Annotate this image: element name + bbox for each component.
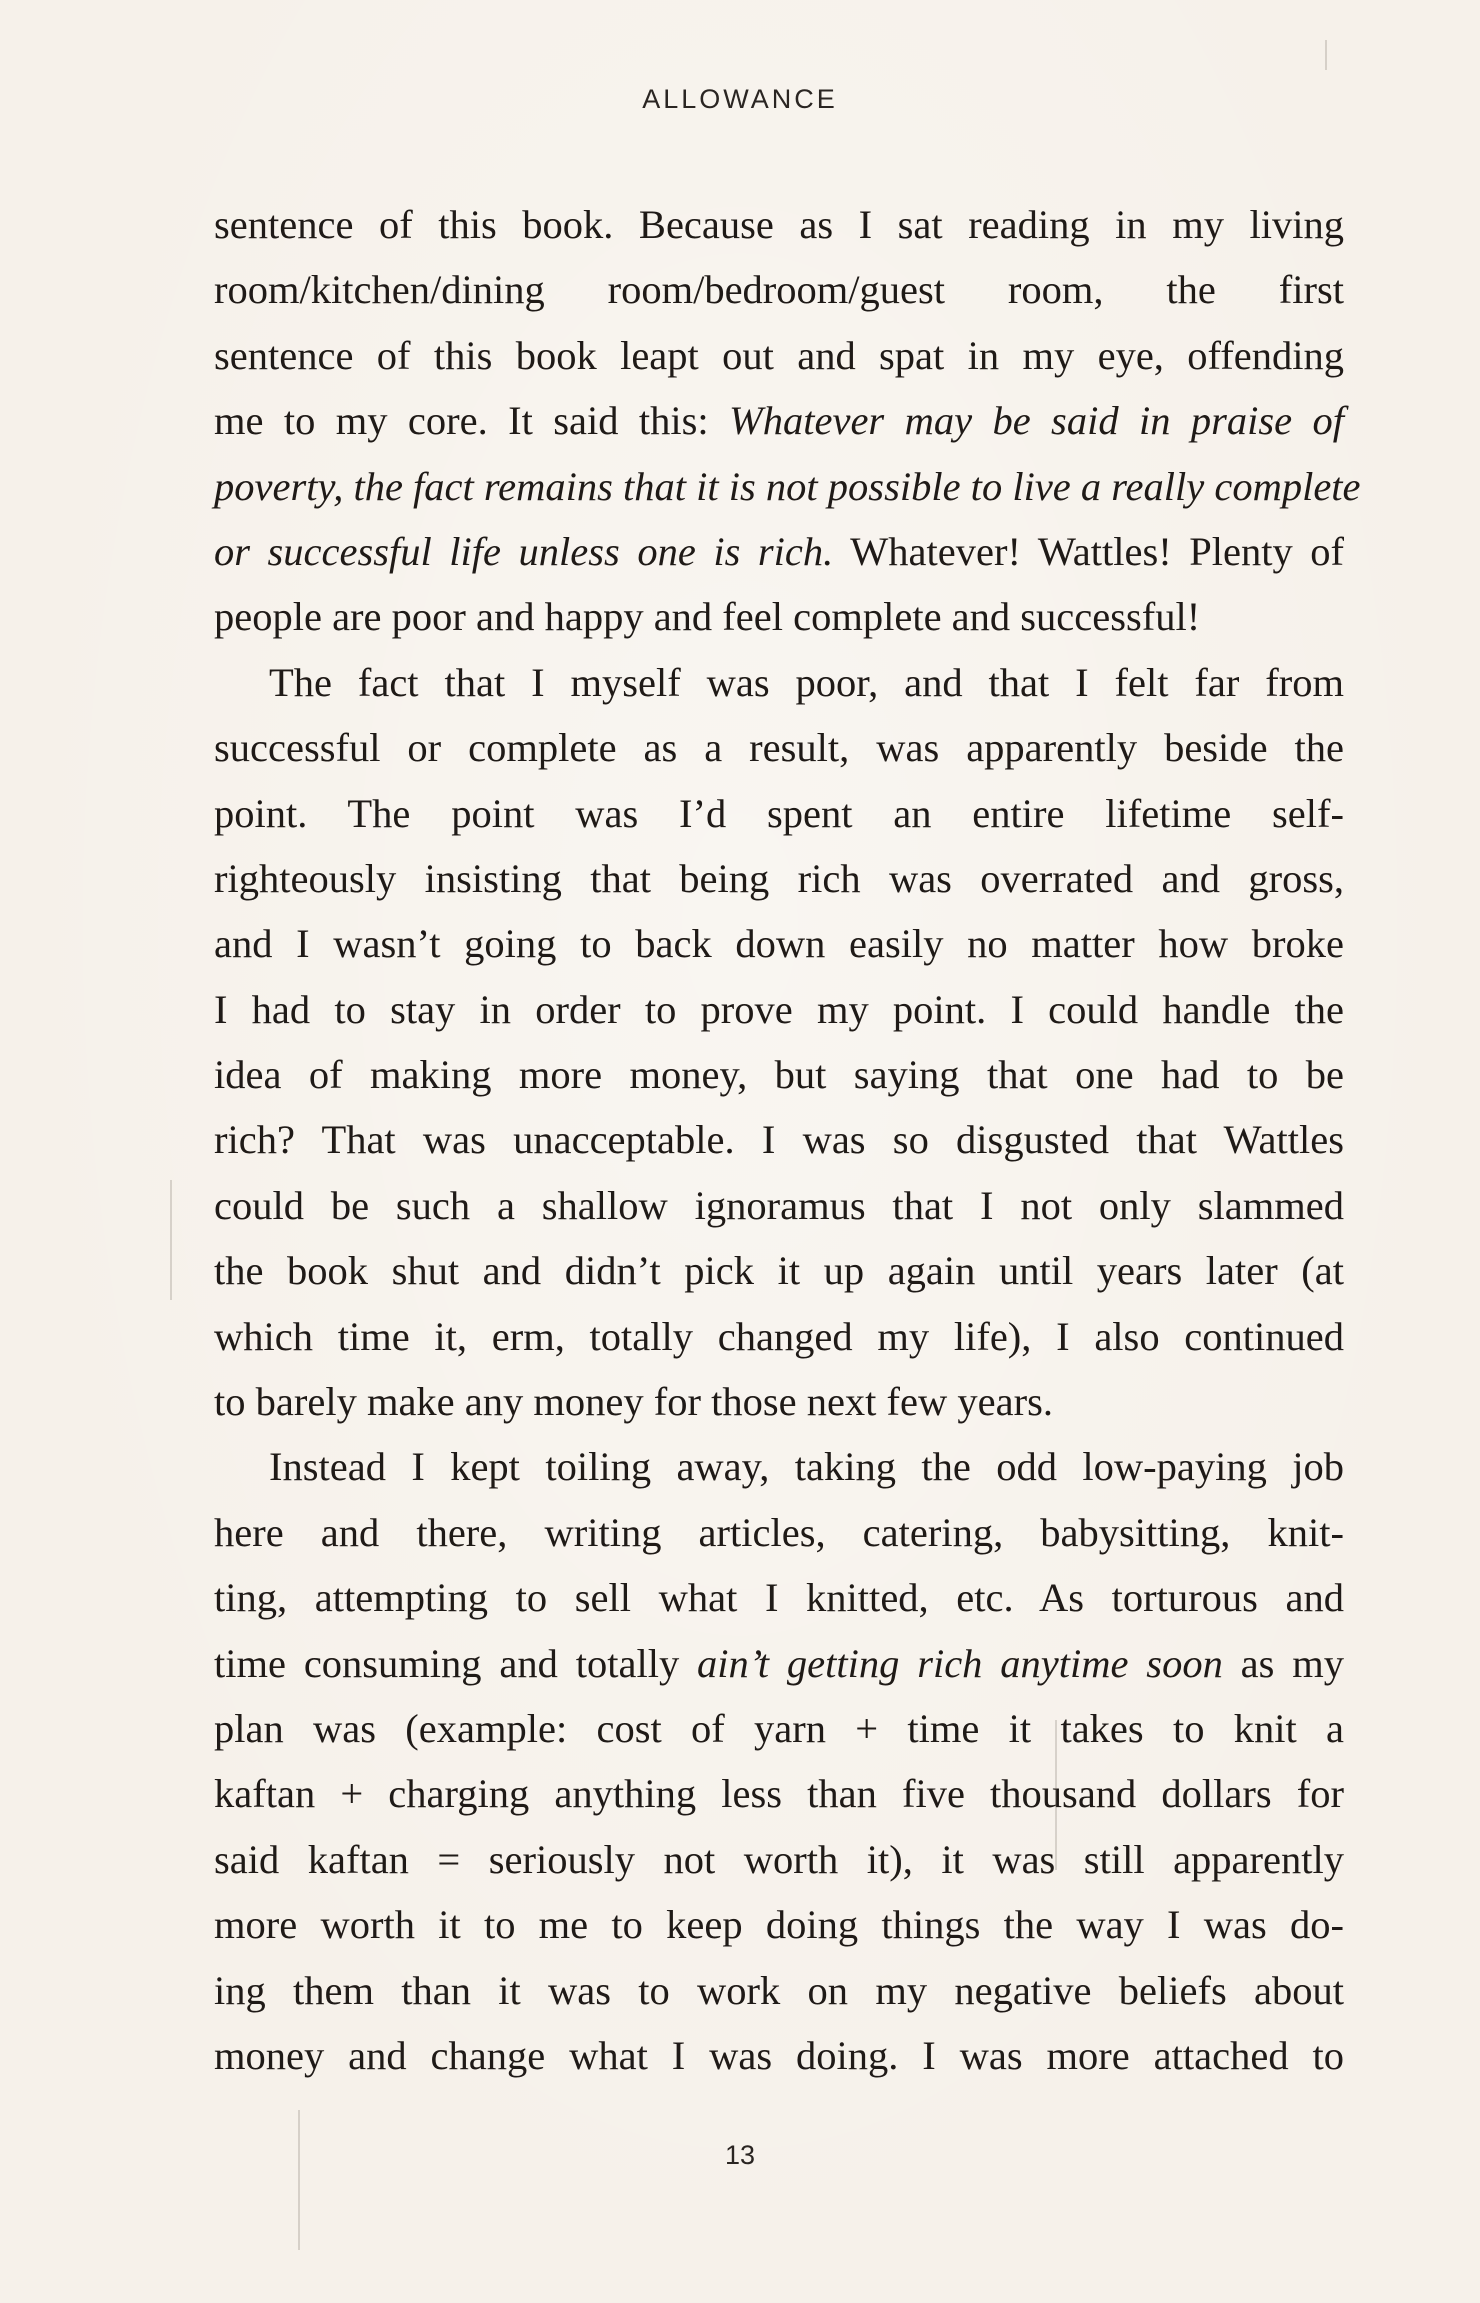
text-line: time consuming and totally ain’t getting rich anytime soon as my xyxy=(214,1640,1344,1686)
text-line: ing them than it was to work on my negative beliefs about xyxy=(214,1967,1344,2013)
text-line: point. The point was I’d spent an entire lifetime self- xyxy=(214,790,1344,836)
text-line: said kaftan = seriously not worth it), it was still apparently xyxy=(214,1836,1344,1882)
text-line: righteously insisting that being rich was overrated and gross, xyxy=(214,855,1344,901)
body-text xyxy=(214,192,1361,2088)
text-line: sentence of this book leapt out and spat in my eye, offending xyxy=(214,332,1344,378)
paper-speck xyxy=(170,1180,172,1300)
text-line: and I wasn’t going to back down easily no matter how broke xyxy=(214,921,1344,967)
paper-speck xyxy=(1325,40,1327,70)
text-line: people are poor and happy and feel complete and successful! xyxy=(214,594,1201,640)
italic-quote: poverty, the fact remains that it is not possible to live a really complete xyxy=(214,463,1361,509)
text-line: successful or complete as a result, was apparently beside the xyxy=(214,725,1344,771)
text-line: plan was (example: cost of yarn + time it takes to knit a xyxy=(214,1705,1344,1751)
text-line: ting, attempting to sell what I knitted, etc. As torturous and xyxy=(214,1575,1344,1621)
text-line: here and there, writing articles, catering, babysitting, knit- xyxy=(214,1509,1344,1555)
italic-quote: Whatever may be said in praise of xyxy=(729,398,1344,444)
text-line: could be such a shallow ignoramus that I not only slammed xyxy=(214,1182,1344,1228)
italic-quote: or successful life unless one is rich. xyxy=(214,528,834,574)
running-head: ALLOWANCE xyxy=(642,84,838,114)
text-line: kaftan + charging anything less than five thousand dollars for xyxy=(214,1771,1344,1817)
text-line: rich? That was unacceptable. I was so disgusted that Wattles xyxy=(214,1117,1344,1163)
text-line xyxy=(214,454,1361,519)
text-line: sentence of this book. Because as I sat reading in my living xyxy=(214,202,1344,247)
paragraph-start: Instead I kept toiling away, taking the odd low-paying job xyxy=(269,1444,1344,1490)
page-number: 13 xyxy=(724,2140,756,2170)
text-line: which time it, erm, totally changed my life), I also continued xyxy=(214,1313,1344,1359)
italic-phrase: ain’t getting rich anytime soon xyxy=(697,1640,1223,1686)
paper-speck xyxy=(1055,1720,1057,1870)
text-line: me to my core. It said this: Whatever may be said in praise of xyxy=(214,398,1344,444)
paper-speck xyxy=(298,2110,300,2250)
text-line: room/kitchen/dining room/bedroom/guest room, the first xyxy=(214,267,1344,313)
text-line: idea of making more money, but saying that one had to be xyxy=(214,1052,1344,1098)
text-line: to barely make any money for those next few years. xyxy=(214,1379,1053,1425)
paragraph-start: The fact that I myself was poor, and that I felt far from xyxy=(269,659,1344,705)
text-line: more worth it to me to keep doing things the way I was do- xyxy=(214,1902,1344,1948)
text-line: I had to stay in order to prove my point. I could handle the xyxy=(214,986,1344,1032)
text-line: the book shut and didn’t pick it up again until years later (at xyxy=(214,1248,1344,1294)
text-line: money and change what I was doing. I was more attached to xyxy=(214,2032,1344,2078)
text-line: or successful life unless one is rich. Whatever! Wattles! Plenty of xyxy=(214,528,1344,574)
